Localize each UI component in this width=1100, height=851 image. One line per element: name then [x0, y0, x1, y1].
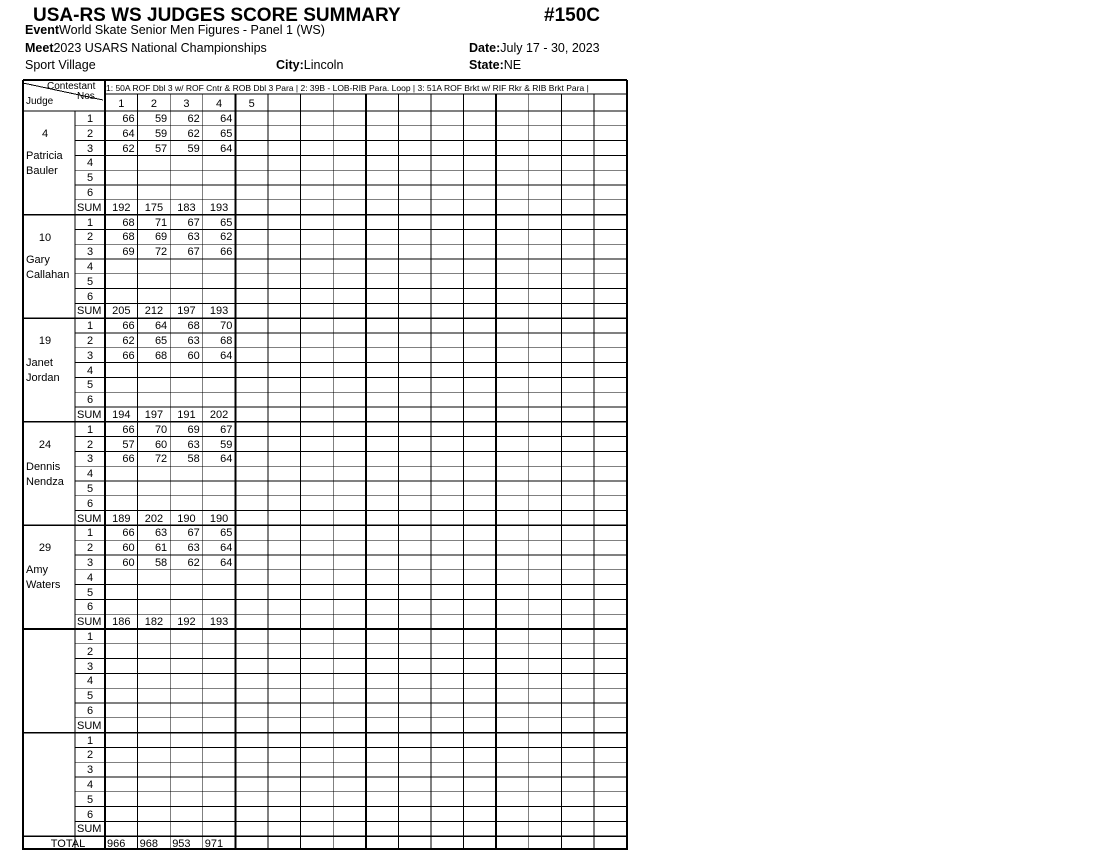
contestant-number: 4	[216, 98, 223, 110]
sum-label: SUM	[77, 512, 102, 525]
sum-cell: 205	[112, 305, 131, 318]
sum-cell: 197	[144, 409, 164, 421]
score-cell: 69	[187, 423, 200, 436]
judge-number: 24	[38, 438, 52, 451]
score-cell: 63	[154, 527, 168, 540]
total-cell: 971	[204, 838, 224, 851]
row-number: 2	[86, 542, 94, 555]
row-number: 6	[86, 601, 94, 614]
score-cell: 64	[122, 127, 135, 140]
score-cell: 64	[220, 542, 233, 555]
score-cell: 58	[187, 453, 200, 466]
row-number: 2	[86, 127, 94, 140]
event-label: Event	[25, 23, 60, 37]
row-number: 3	[86, 142, 94, 155]
row-number: 5	[86, 275, 94, 288]
score-cell: 60	[122, 542, 135, 555]
row-number: 2	[86, 438, 94, 451]
judge-last-name: Nendza	[26, 475, 64, 488]
score-cell: 72	[154, 453, 168, 466]
score-cell: 66	[122, 320, 135, 333]
date-value: July 17 - 30, 2023	[500, 41, 600, 55]
row-number: 4	[86, 468, 94, 481]
form-code: #150C	[544, 5, 600, 26]
row-number: 5	[86, 586, 94, 599]
score-cell: 60	[187, 349, 200, 362]
row-number: 2	[86, 335, 94, 347]
row-number: 3	[86, 453, 94, 466]
sum-cell: 190	[177, 512, 196, 525]
date-line: Date:July 17 - 30, 2023	[469, 41, 600, 55]
row-number: 1	[86, 113, 94, 125]
row-number: 3	[86, 349, 94, 362]
score-cell: 63	[187, 231, 200, 244]
sum-cell: 191	[177, 409, 196, 421]
score-cell: 62	[187, 113, 200, 125]
score-cell: 59	[154, 113, 168, 125]
judge-number: 19	[38, 335, 52, 348]
judge-last-name: Waters	[26, 579, 61, 592]
score-cell: 59	[187, 142, 200, 155]
judge-number: 10	[38, 231, 52, 244]
score-cell: 63	[187, 335, 200, 347]
sum-cell: 189	[112, 512, 131, 525]
routines-list: 1: 50A ROF Dbl 3 w/ ROF Cntr & ROB Dbl 3 Para | 2: 39B - LOB-RIB Para. Loop | 3: 51A ROF Brkt w/ RIF Rkr & RIB Brkt Para |	[106, 83, 589, 93]
contestant-number: 2	[150, 98, 157, 110]
judge-number: 29	[38, 542, 52, 555]
row-number: 6	[86, 290, 94, 303]
row-number: 2	[86, 645, 94, 658]
score-cell: 69	[122, 246, 135, 259]
score-cell: 67	[187, 527, 200, 540]
score-cell: 70	[220, 320, 233, 333]
row-number: 1	[86, 631, 94, 643]
sum-cell: 194	[112, 409, 131, 421]
score-cell: 65	[220, 127, 233, 140]
contestant-number: 3	[183, 98, 190, 110]
sum-label: SUM	[77, 201, 102, 214]
row-number: 3	[86, 557, 94, 569]
row-number: 4	[86, 157, 94, 170]
score-cell: 62	[187, 127, 200, 140]
row-number: 1	[86, 320, 94, 333]
judge-last-name: Jordan	[26, 372, 60, 385]
sum-cell: 183	[177, 201, 196, 214]
meet-label: Meet	[25, 41, 54, 55]
score-cell: 72	[154, 246, 168, 259]
city-label: City	[276, 58, 300, 72]
judge-first-name: Dennis	[26, 460, 61, 473]
date-label: Date	[469, 41, 497, 55]
row-number: 6	[86, 187, 94, 199]
score-cell: 67	[220, 423, 233, 436]
sum-label: SUM	[77, 719, 102, 732]
score-cell: 67	[187, 216, 200, 229]
judge-label: Judge	[26, 96, 54, 107]
score-cell: 64	[220, 113, 233, 125]
event-value: World Skate Senior Men Figures - Panel 1 (WS)	[59, 23, 325, 37]
score-cell: 64	[220, 557, 233, 569]
row-number: 6	[86, 497, 94, 510]
row-number: 1	[86, 734, 94, 747]
row-number: 4	[86, 571, 94, 584]
score-cell: 68	[220, 335, 233, 347]
score-cell: 58	[154, 557, 168, 569]
row-number: 4	[86, 675, 94, 688]
score-cell: 64	[154, 320, 168, 333]
contestant-number: 5	[248, 98, 255, 110]
row-number: 6	[86, 394, 94, 407]
row-number: 5	[86, 793, 94, 806]
score-cell: 65	[220, 527, 233, 540]
contestant-label: Contestant	[47, 81, 96, 92]
judge-first-name: Janet	[26, 357, 53, 370]
row-number: 2	[86, 231, 94, 244]
score-cell: 61	[154, 542, 168, 555]
score-cell: 68	[122, 216, 135, 229]
contestant-number: 1	[118, 98, 125, 110]
sum-label: SUM	[77, 823, 102, 836]
judge-last-name: Bauler	[26, 165, 58, 177]
score-cell: 62	[122, 335, 135, 347]
score-cell: 66	[220, 246, 233, 259]
score-cell: 66	[122, 453, 135, 466]
score-cell: 65	[220, 216, 233, 229]
sum-cell: 192	[112, 201, 131, 214]
score-cell: 68	[122, 231, 135, 244]
score-cell: 71	[154, 216, 168, 229]
score-cell: 62	[220, 231, 233, 244]
row-number: 1	[86, 216, 94, 229]
row-number: 5	[86, 483, 94, 495]
score-cell: 66	[122, 527, 135, 540]
state-line: State:NE	[469, 58, 522, 72]
score-cell: 63	[187, 542, 200, 555]
row-number: 2	[86, 749, 94, 762]
score-cell: 69	[154, 231, 168, 244]
judge-first-name: Amy	[26, 564, 48, 577]
sum-cell: 193	[209, 201, 229, 214]
venue: Sport Village	[25, 58, 96, 72]
nos-label: Nos.	[77, 91, 98, 102]
score-cell: 64	[220, 453, 233, 466]
row-number: 3	[86, 246, 94, 259]
judge-last-name: Callahan	[26, 268, 70, 281]
score-cell: 62	[187, 557, 200, 569]
sum-cell: 202	[209, 409, 229, 421]
score-cell: 67	[187, 246, 200, 259]
sum-label: SUM	[77, 305, 102, 318]
row-number: 5	[86, 172, 94, 185]
score-cell: 59	[220, 438, 233, 451]
score-cell: 57	[154, 142, 168, 155]
score-cell: 65	[154, 335, 168, 347]
city-line: City:Lincoln	[276, 58, 344, 72]
page-title: USA-RS WS JUDGES SCORE SUMMARY	[33, 5, 401, 26]
score-cell: 68	[187, 320, 200, 333]
row-number: 6	[86, 705, 94, 717]
row-number: 3	[86, 764, 94, 777]
state-label: State	[469, 58, 500, 72]
sum-cell: 193	[209, 616, 229, 629]
sum-cell: 202	[144, 512, 164, 525]
total-label: TOTAL	[50, 838, 86, 851]
city-value: Lincoln	[303, 58, 344, 72]
score-cell: 68	[154, 349, 168, 362]
row-number: 4	[86, 364, 94, 377]
score-cell: 60	[154, 438, 168, 451]
sum-cell: 197	[177, 305, 196, 318]
total-cell: 953	[172, 838, 191, 851]
row-number: 5	[86, 690, 94, 703]
score-cell: 64	[220, 349, 233, 362]
state-value: NE	[503, 58, 522, 72]
total-cell: 966	[107, 838, 126, 851]
score-cell: 64	[220, 142, 233, 155]
score-cell: 66	[122, 113, 135, 125]
sum-cell: 186	[112, 616, 131, 629]
score-cell: 66	[122, 423, 135, 436]
row-number: 6	[86, 808, 94, 821]
sum-cell: 190	[209, 512, 229, 525]
sum-cell: 182	[144, 616, 164, 629]
judge-number: 4	[41, 128, 49, 140]
row-number: 4	[86, 779, 94, 791]
sum-cell: 175	[144, 201, 164, 214]
row-number: 1	[86, 527, 94, 540]
row-number: 4	[86, 261, 94, 273]
score-cell: 66	[122, 349, 135, 362]
score-cell: 63	[187, 438, 200, 451]
score-cell: 60	[122, 557, 135, 569]
row-number: 1	[86, 423, 94, 436]
row-number: 3	[86, 660, 94, 673]
total-cell: 968	[139, 838, 158, 851]
sum-cell: 192	[177, 616, 196, 629]
sum-cell: 193	[209, 305, 229, 318]
sum-label: SUM	[77, 409, 102, 421]
judge-first-name: Patricia	[26, 150, 63, 162]
score-cell: 57	[122, 438, 135, 451]
score-cell: 62	[122, 142, 135, 155]
meet-value: 2023 USARS National Championships	[53, 41, 267, 55]
sum-cell: 212	[144, 305, 164, 318]
score-cell: 70	[154, 423, 168, 436]
sum-label: SUM	[77, 616, 102, 629]
score-cell: 59	[154, 127, 168, 140]
row-number: 5	[86, 379, 94, 392]
judge-first-name: Gary	[26, 253, 50, 266]
